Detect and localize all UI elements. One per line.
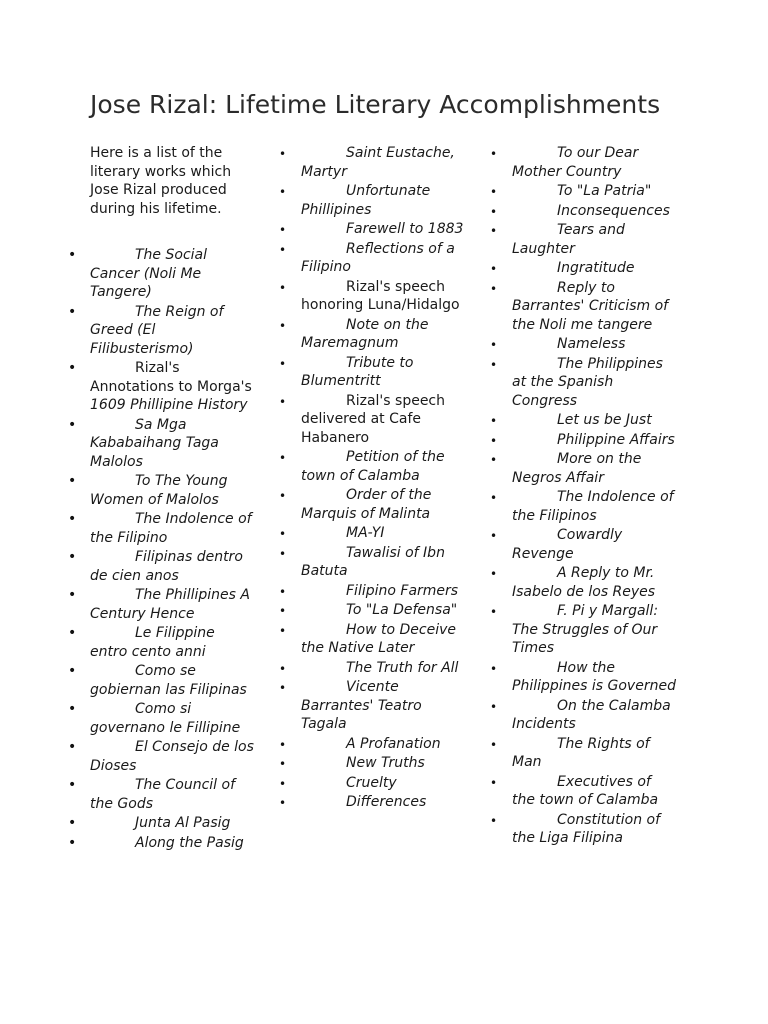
work-title: The Indolence of the Filipino [90, 511, 252, 546]
list-item [90, 624, 255, 661]
work-title: Let us be Just [557, 412, 652, 428]
work-title: The Truth for All [346, 659, 459, 676]
work-title: Petition of the town of Calamba [301, 449, 445, 484]
work-title: Tears and Laughter [512, 222, 625, 257]
work-title: Philippine Affairs [557, 431, 675, 448]
work-text: Rizal's speech delivered at Cafe Habanero [301, 392, 446, 446]
work-title: The Philippines at the Spanish Congress [512, 355, 663, 409]
list-item [301, 678, 469, 734]
works-list-3 [512, 144, 676, 848]
column-2 [301, 144, 469, 813]
list-item [512, 697, 676, 734]
list-item [301, 240, 469, 277]
column-3 [512, 144, 676, 849]
work-text: Rizal's Annotations to Morga's [90, 360, 252, 395]
work-title: The Phillipines A Century Hence [90, 587, 250, 622]
list-item [512, 659, 676, 696]
list-item [301, 524, 469, 543]
list-item [512, 735, 676, 772]
list-item [301, 354, 469, 391]
list-item [301, 754, 469, 773]
list-item [512, 564, 676, 601]
work-title: The Reign of Greed (El Filibusterismo) [90, 303, 224, 357]
work-title: F. Pi y Margall: The Struggles of Our Times [512, 603, 659, 656]
list-item [301, 793, 469, 812]
work-title: How the Philippines is Governed [512, 659, 676, 694]
list-item [301, 220, 469, 239]
work-title: Unfortunate Phillipines [301, 183, 431, 218]
work-title: Note on the Maremagnum [301, 316, 429, 351]
work-title: Sa Mga Kababaihang Taga Malolos [90, 416, 219, 470]
list-item [90, 834, 255, 853]
work-title: Differences [346, 794, 427, 810]
work-title: To "La Patria" [557, 183, 652, 199]
works-list-1 [90, 246, 255, 852]
work-title: Reflections of a Filipino [301, 240, 455, 275]
list-item [512, 202, 676, 221]
list-item [301, 182, 469, 219]
list-item [90, 303, 255, 359]
work-title: Farewell to 1883 [346, 221, 464, 237]
work-text: Rizal's speech honoring Luna/Hidalgo [301, 278, 460, 313]
list-item [301, 659, 469, 678]
work-title: Filipino Farmers [346, 582, 459, 599]
list-item [301, 544, 469, 581]
list-item [90, 359, 255, 415]
list-item [512, 411, 676, 430]
list-item [512, 488, 676, 525]
work-title: The Council of the Gods [90, 777, 235, 812]
list-item [512, 431, 676, 450]
work-title: Cowardly Revenge [512, 527, 623, 562]
list-item [90, 700, 255, 737]
work-title: Ingratitude [557, 260, 635, 276]
work-title: To our Dear Mother Country [512, 145, 639, 180]
list-item [90, 776, 255, 813]
intro-paragraph: Here is a list of the literary works which Jose Rizal produced during his lifetime. [90, 145, 232, 217]
work-title: Along the Pasig [135, 834, 244, 851]
list-item [512, 144, 676, 181]
work-title: Vicente Barrantes' Teatro Tagala [301, 679, 422, 732]
work-title: Executives of the town of Calamba [512, 773, 659, 808]
work-title: Filipinas dentro de cien anos [90, 549, 243, 584]
list-item [90, 662, 255, 699]
work-title: Reply to Barrantes' Criticism of the Noli me tangere [512, 279, 669, 333]
list-item [301, 486, 469, 523]
work-title: On the Calamba Incidents [512, 697, 671, 732]
work-title: Como se gobiernan las Filipinas [90, 663, 247, 698]
work-title: A Profanation [346, 735, 441, 752]
work-title: Inconsequences [557, 202, 670, 219]
list-item [512, 526, 676, 563]
list-item [90, 586, 255, 623]
list-item [90, 548, 255, 585]
page-title: Jose Rizal: Lifetime Literary Accomplishments [90, 90, 661, 119]
work-title: Como si governano le Fillipine [90, 701, 241, 736]
list-item [512, 259, 676, 278]
list-item [512, 773, 676, 810]
work-title: To The Young Women of Malolos [90, 473, 228, 508]
work-title: More on the Negros Affair [512, 451, 642, 486]
work-title: El Consejo de los Dioses [90, 739, 254, 774]
list-item [90, 510, 255, 547]
list-item [512, 182, 676, 201]
list-item [512, 221, 676, 258]
work-title: Constitution of the Liga Filipina [512, 811, 661, 846]
list-item [512, 279, 676, 335]
work-title: Saint Eustache, Martyr [301, 145, 455, 180]
list-item [512, 811, 676, 848]
list-item [90, 472, 255, 509]
list-item [301, 316, 469, 353]
list-item [301, 601, 469, 620]
work-title: A Reply to Mr. Isabelo de los Reyes [512, 565, 656, 600]
list-item [90, 738, 255, 775]
list-item [301, 582, 469, 601]
work-title: The Indolence of the Filipinos [512, 489, 674, 524]
work-title: Tawalisi of Ibn Batuta [301, 544, 445, 579]
list-item [301, 392, 469, 448]
work-title: The Social Cancer (Noli Me Tangere) [90, 247, 207, 300]
works-list-2 [301, 144, 469, 812]
list-item [512, 602, 676, 658]
column-1 [90, 144, 255, 853]
list-item [301, 448, 469, 485]
list-item [90, 246, 255, 302]
list-item [512, 355, 676, 411]
list-item [512, 450, 676, 487]
list-item [301, 774, 469, 793]
list-item [90, 814, 255, 833]
work-title: Cruelty [346, 774, 397, 791]
work-title: 1609 Phillipine History [90, 397, 248, 413]
work-title: New Truths [346, 755, 425, 771]
work-title: Order of the Marquis of Malinta [301, 487, 432, 522]
list-item [301, 621, 469, 658]
work-title: To "La Defensa" [346, 602, 458, 618]
list-item [90, 416, 255, 472]
work-title: Le Filippine entro cento anni [90, 625, 215, 660]
work-title: The Rights of Man [512, 735, 650, 770]
work-title: Junta Al Pasig [135, 815, 231, 831]
list-item [512, 335, 676, 354]
work-title: Nameless [557, 336, 626, 352]
work-title: MA-YI [346, 525, 385, 541]
list-item [301, 144, 469, 181]
list-item [301, 278, 469, 315]
work-title: Tribute to Blumentritt [301, 354, 414, 389]
work-title: How to Deceive the Native Later [301, 621, 456, 656]
list-item [301, 735, 469, 754]
